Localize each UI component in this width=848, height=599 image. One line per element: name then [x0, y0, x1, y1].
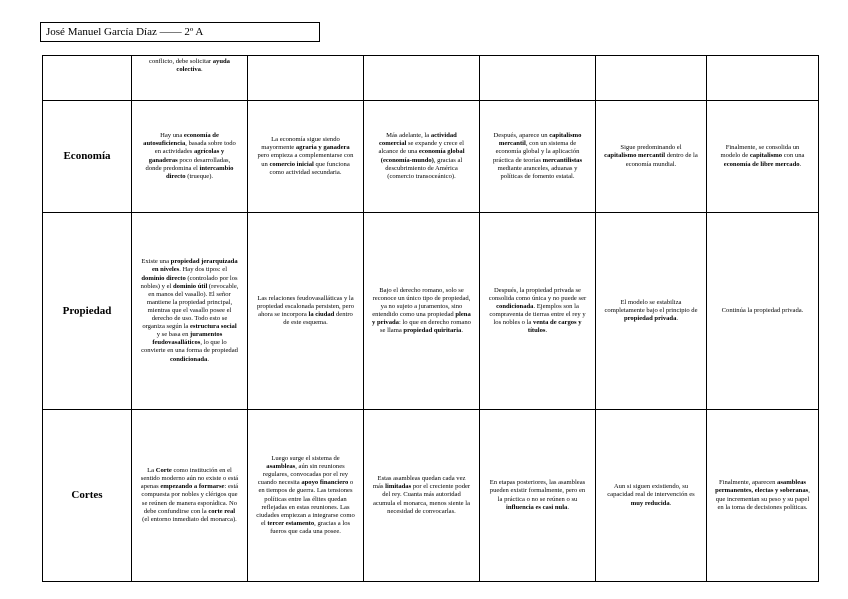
cell-text: Bajo el derecho romano, solo se reconoce un único tipo de propiedad, ya no sujeto a juramentos, sino entendido como una propiedad	[372, 286, 471, 318]
cell-text: .	[567, 503, 570, 511]
table-cell	[596, 410, 707, 582]
table-cell	[364, 410, 480, 582]
bold-text: dominio directo	[141, 274, 186, 282]
cell-text: La economía sigue siendo mayormente	[261, 136, 340, 152]
cell-text: , que incrementan su peso y su papel en la toma de decisiones políticas.	[715, 487, 810, 511]
cell-text: , con un sistema de economía global y la aplicación práctica de teorías	[492, 140, 580, 164]
cell-text: : lo que en derecho romano se llama	[379, 319, 471, 335]
bold-text: limitadas	[385, 483, 412, 491]
table-cell	[132, 56, 248, 101]
row-header: Propiedad	[43, 213, 132, 410]
cell-text: , aún sin reuniones regulares, convocadas por el rey cuando necesita	[257, 463, 349, 487]
table-cell	[132, 213, 248, 410]
table-cell	[707, 56, 819, 101]
cell-text: o en tiempos de guerra. Las tensiones políticas entre las élites quedan reflejadas en estas reuniones. Las ciudades empiezan a integrarse como el	[256, 479, 355, 527]
bold-text: Corte	[155, 467, 172, 475]
cell-text: Las relaciones feudovasalláticas y la propiedad escalonada persisten, pero ahora se incorpora	[256, 294, 355, 318]
cell-text: , basada sobre todo en actividades	[154, 140, 236, 156]
bold-text: asambleas	[266, 463, 296, 471]
bold-text: propiedad privada	[623, 315, 677, 323]
bold-text: propiedad quiritaria	[403, 327, 462, 335]
table-cell	[248, 410, 364, 582]
bold-text: asambleas permanentes, electas y soberanas	[715, 479, 809, 495]
cell-text: , gracias a los fueros que cada una posee.	[270, 519, 351, 535]
table-cell	[132, 101, 248, 213]
header-box	[40, 22, 320, 42]
cell-text: , lo que lo convierte en una forma de propiedad	[141, 339, 238, 355]
table-cell	[248, 101, 364, 213]
bold-text: influencia es casi nula	[505, 503, 568, 511]
table-cell	[480, 101, 596, 213]
cell-text: , gracias al descubrimiento de América (comercio transoceánico).	[385, 156, 463, 180]
bold-text: estructura social	[189, 323, 237, 331]
bold-text: condicionada	[496, 302, 534, 310]
cell-text: .	[545, 327, 548, 335]
cell-text: .	[676, 315, 679, 323]
table-row	[43, 213, 819, 410]
bold-text: economía de autosuficiencia	[143, 132, 219, 148]
bold-text: empezando a formarse	[160, 483, 225, 491]
row-header: Cortes	[43, 410, 132, 582]
table-cell	[248, 213, 364, 410]
cell-text: Finalmente, se consolida un modelo de	[720, 144, 800, 160]
cell-text: Sigue predominando el	[620, 144, 682, 152]
table-cell	[596, 101, 707, 213]
table-row	[43, 101, 819, 213]
bold-text: agraria y ganadera	[295, 144, 350, 152]
cell-text: (controlado por los nobles) y el	[140, 274, 238, 290]
bold-text: juramentos feudovasalláticos	[152, 331, 223, 347]
cell-text: La	[147, 467, 156, 475]
table-cell	[364, 101, 480, 213]
table-cell	[364, 213, 480, 410]
cell-text: que funciona como actividad secundaria.	[269, 160, 350, 176]
table-row	[43, 410, 819, 582]
table-cell	[248, 56, 364, 101]
cell-text: por el creciente poder del rey. Cuanta más autoridad acumula el monarca, menos siente la necesidad de convocarlas.	[372, 483, 471, 515]
cell-text: El modelo se estabiliza completamente bajo el principio de	[604, 298, 698, 314]
cell-text: (trueque).	[185, 172, 214, 180]
cell-text: dentro de este esquema.	[283, 311, 353, 327]
bold-text: propiedad jerarquizada en niveles	[151, 258, 238, 274]
cell-text: Luego surge el sistema de	[271, 455, 340, 463]
table-cell	[364, 56, 480, 101]
cell-text: Hay una	[160, 132, 184, 140]
bold-text: la ciudad	[308, 311, 335, 318]
cell-text: Continúa la propiedad privada.	[721, 306, 804, 314]
cell-text: dentro de la economía mundial.	[625, 152, 698, 168]
table-cell	[707, 213, 819, 410]
cell-text: Después, la propiedad privada se consolida como única y no puede ser	[488, 286, 587, 302]
table-cell	[596, 56, 707, 101]
bold-text: comercio inicial	[269, 160, 314, 168]
table-cell	[480, 56, 596, 101]
cell-text: pero empieza a complementarse con un	[257, 152, 354, 168]
cell-text: Aun si siguen existiendo, su capacidad real de intervención es	[607, 483, 695, 499]
cell-text: .	[200, 66, 203, 74]
bold-text: capitalismo mercantil	[498, 132, 582, 148]
row-header: Economía	[43, 101, 132, 213]
cell-text: .	[669, 499, 672, 507]
cell-text: como institución en el sentido moderno aún no existe o está apenas	[140, 467, 239, 491]
bold-text: capitalismo mercantil	[604, 152, 666, 160]
cell-text: Existe una	[141, 258, 171, 266]
table-cell	[707, 101, 819, 213]
cell-text: En etapas posteriores, las asambleas pueden existir formalmente, pero en la práctica o no se reúnen o su	[489, 479, 586, 503]
bold-text: venta de cargos y títulos	[527, 319, 582, 335]
cell-text: .	[799, 160, 802, 168]
cell-text: : está compuesta por nobles y clérigos que se reúnen de manera esporádica. No debe confundirse con la	[141, 483, 239, 515]
bold-text: tercer estamento	[267, 519, 315, 527]
cell-text: con una	[782, 152, 805, 160]
bold-text: economía de libre mercado	[723, 160, 800, 168]
cell-text: . Hay dos tipos: el	[179, 266, 228, 274]
cell-text: .	[207, 355, 210, 363]
bold-text: plena y privada	[372, 311, 471, 327]
cell-text: Estas asambleas quedan cada vez más	[372, 475, 466, 491]
cell-text: se expande y crece el alcance de una	[378, 140, 464, 156]
comparison-table	[42, 55, 819, 582]
bold-text: actividad comercial	[378, 132, 457, 148]
cell-text: Después, aparece un	[493, 132, 550, 140]
row-header	[43, 56, 132, 101]
bold-text: condicionada	[169, 355, 208, 363]
header-text: José Manuel García Díaz —— 2º A	[46, 26, 204, 38]
bold-text: economía global (economía-mundo)	[380, 148, 465, 164]
cell-text: (revocable, en manos del vasallo). El señor mantiene la propiedad principal, mientras que el vasallo posee el derecho de uso. Todo esto se organiza según la	[142, 282, 239, 331]
bold-text: dominio útil	[173, 282, 208, 290]
table-cell	[707, 410, 819, 582]
table-cell	[480, 410, 596, 582]
cell-text: Más adelante, la	[386, 132, 431, 140]
bold-text: ayuda colectiva	[176, 58, 230, 74]
bold-text: intercambio directo	[165, 164, 234, 180]
table-cell	[480, 213, 596, 410]
table-row	[43, 56, 819, 101]
cell-text: (el entorno inmediato del monarca).	[142, 515, 237, 523]
bold-text: muy reducida	[630, 499, 670, 507]
cell-text: .	[461, 327, 464, 335]
cell-text: poco desarrolladas, donde predomina el	[145, 156, 231, 172]
cell-text: mediante aranceles, aduanas y políticas de fomento estatal.	[497, 164, 578, 180]
bold-text: agrícolas y ganaderas	[148, 148, 225, 164]
cell-text: y se basa en	[156, 331, 191, 339]
bold-text: mercantilistas	[542, 156, 583, 164]
table-cell	[596, 213, 707, 410]
bold-text: capitalismo	[749, 152, 783, 160]
bold-text: apoyo financiero	[301, 479, 349, 487]
cell-text: . Ejemplos son la compraventa de tierras entre el rey y los nobles o la	[489, 302, 586, 327]
cell-text: Finalmente, aparecen	[719, 479, 778, 487]
bold-text: corte real	[208, 507, 236, 515]
cell-text: conflicto, debe solicitar	[149, 58, 213, 65]
table-cell	[132, 410, 248, 582]
